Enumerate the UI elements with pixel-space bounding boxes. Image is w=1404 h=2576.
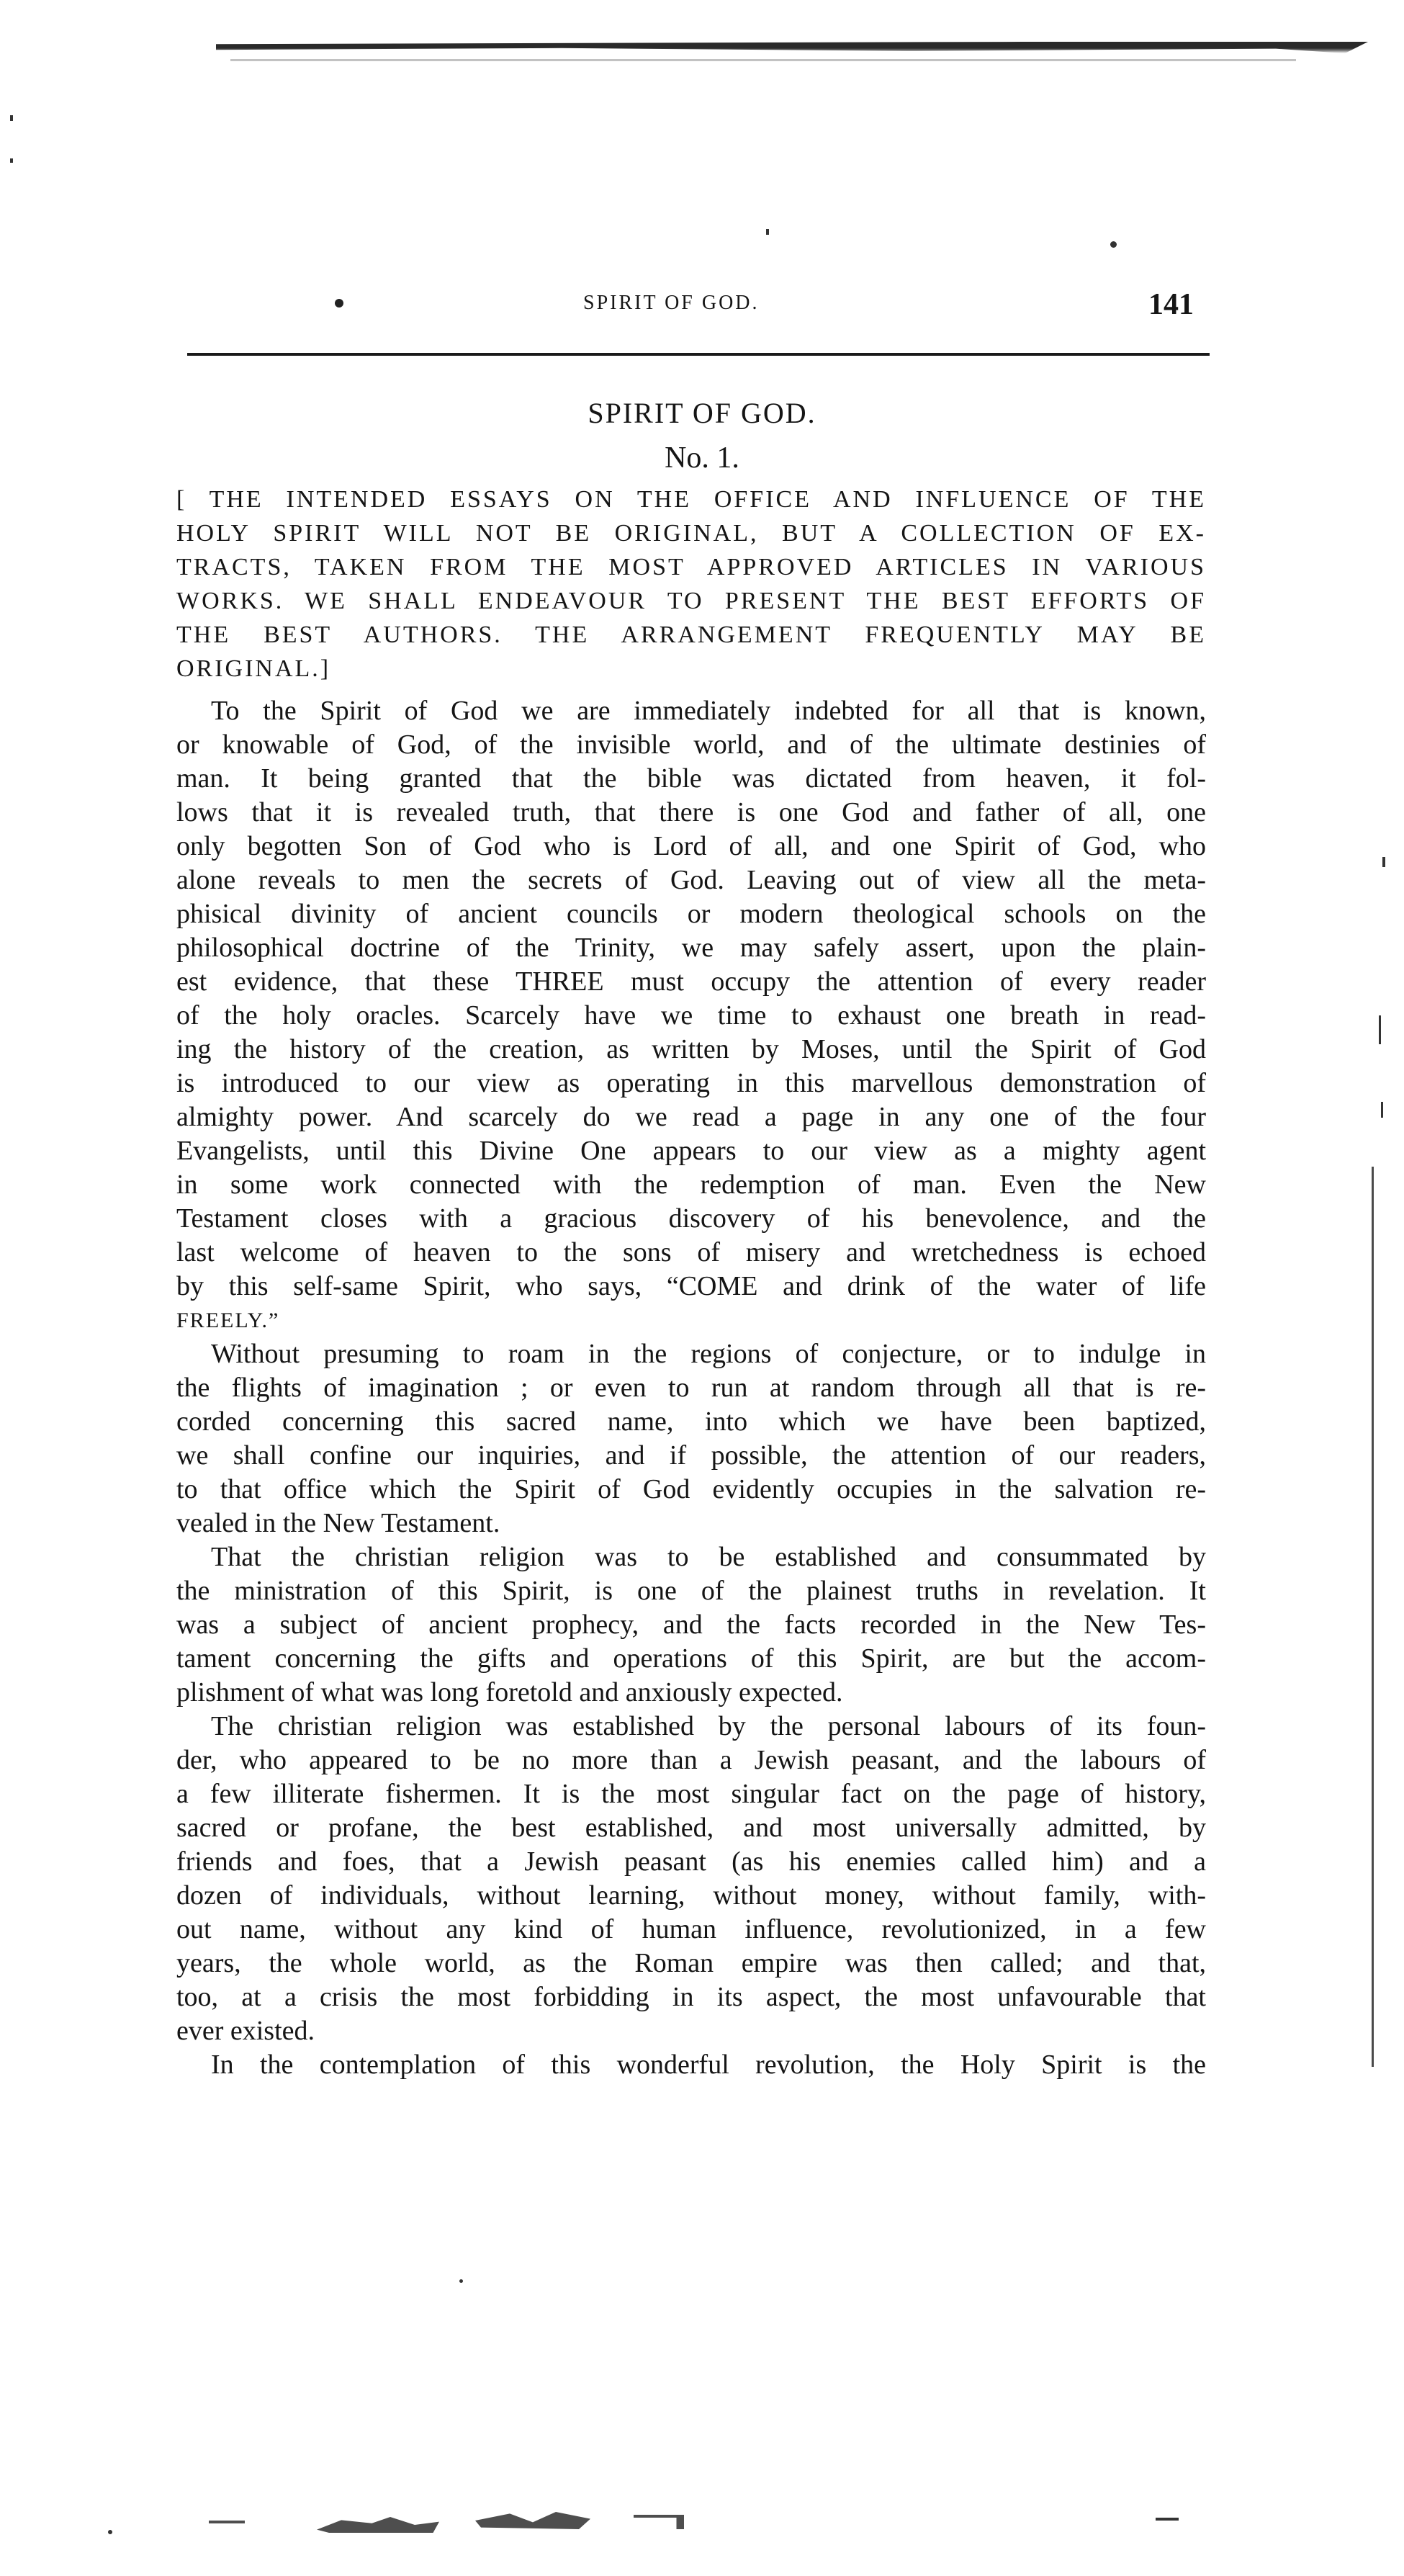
text-line: plishment of what was long foretold and anxiously expected.	[176, 1677, 843, 1707]
text-line: only begotten Son of God who is Lord of all, and one Spirit of God, who	[176, 831, 1206, 861]
text-line: phisical divinity of ancient councils or modern theological schools on the	[176, 899, 1206, 929]
text-line: der, who appeared to be no more than a Jewish peasant, and the labours of	[176, 1745, 1206, 1775]
text-line: tament concerning the gifts and operations of this Spirit, are but the accom-	[176, 1643, 1206, 1674]
running-head: SPIRIT OF GOD.	[583, 292, 760, 314]
margin-line	[1372, 1167, 1374, 2067]
bottom-ink-fragment	[475, 2512, 590, 2529]
top-border-rule	[216, 42, 1368, 53]
text-line: In the contemplation of this wonderful revolution, the Holy Spirit is the	[211, 2050, 1206, 2080]
text-line: of the holy oracles. Scarcely have we time to exhaust one breath in read-	[176, 1000, 1206, 1031]
scan-speck	[1381, 1102, 1383, 1118]
scan-speck	[1379, 1015, 1381, 1044]
article-title: SPIRIT OF GOD.	[588, 397, 816, 429]
editorial-note	[176, 483, 1206, 686]
scan-speck	[1382, 857, 1385, 867]
text-line: the ministration of this Spirit, is one of the plainest truths in revelation. It	[176, 1576, 1206, 1606]
text-line: by this self-same Spirit, who says, “COME and drink of the water of life	[176, 1271, 1206, 1301]
scan-speck	[766, 229, 769, 235]
text-line: ever existed.	[176, 2016, 315, 2046]
text-line: a few illiterate fishermen. It is the most singular fact on the page of history,	[176, 1779, 1206, 1809]
article-body	[176, 483, 1206, 2082]
scan-speck	[1156, 2518, 1179, 2521]
text-line: or knowable of God, of the invisible world, and of the ultimate destinies of	[176, 730, 1206, 760]
text-line: was a subject of ancient prophecy, and the facts recorded in the New Tes-	[176, 1610, 1206, 1640]
text-line: ing the history of the creation, as written by Moses, until the Spirit of God	[176, 1034, 1206, 1064]
text-line: WORKS. WE SHALL ENDEAVOUR TO PRESENT THE BEST EFFORTS OF	[176, 588, 1206, 614]
text-line: TRACTS, TAKEN FROM THE MOST APPROVED ARTICLES IN VARIOUS	[176, 554, 1206, 580]
scan-speck	[1110, 241, 1117, 248]
text-line: Evangelists, until this Divine One appears to our view as a mighty agent	[176, 1136, 1206, 1166]
text-line: the flights of imagination ; or even to run at random through all that is re-	[176, 1373, 1206, 1403]
text-line: is introduced to our view as operating in this marvellous demonstration of	[176, 1068, 1206, 1098]
text-line: sacred or profane, the best established, and most universally admitted, by	[176, 1813, 1206, 1843]
article-number: No. 1.	[665, 441, 739, 475]
text-line: ORIGINAL.]	[176, 655, 331, 682]
bottom-ink-fragment	[317, 2517, 439, 2533]
text-line: last welcome of heaven to the sons of misery and wretchedness is echoed	[176, 1237, 1206, 1267]
top-border-rule-faint	[230, 59, 1296, 61]
paragraph-2	[176, 1337, 1206, 1540]
scan-speck	[10, 158, 13, 163]
text-line: in some work connected with the redemption of man. Even the New	[176, 1170, 1206, 1200]
text-line: almighty power. And scarcely do we read a page in any one of the four	[176, 1102, 1206, 1132]
scan-speck	[108, 2530, 112, 2534]
header-rule	[187, 353, 1210, 356]
text-line: THE BEST AUTHORS. THE ARRANGEMENT FREQUENTLY MAY BE	[176, 621, 1206, 648]
bottom-ink-fragment	[209, 2521, 245, 2523]
text-line: alone reveals to men the secrets of God. Leaving out of view all the meta-	[176, 865, 1206, 895]
text-line: The christian religion was established by the personal labours of its foun-	[211, 1711, 1206, 1741]
text-line: Without presuming to roam in the regions of conjecture, or to indulge in	[211, 1339, 1206, 1369]
text-line: That the christian religion was to be established and consummated by	[211, 1542, 1206, 1572]
text-line: HOLY SPIRIT WILL NOT BE ORIGINAL, BUT A COLLECTION OF EX-	[176, 520, 1206, 547]
scan-speck	[10, 115, 13, 121]
text-line: lows that it is revealed truth, that there is one God and father of all, one	[176, 797, 1206, 827]
header-bullet	[335, 299, 343, 308]
paragraph-4	[176, 1710, 1206, 2048]
text-line: dozen of individuals, without learning, without money, without family, with-	[176, 1880, 1206, 1911]
text-line: philosophical doctrine of the Trinity, we may safely assert, upon the plain-	[176, 933, 1206, 963]
text-line: est evidence, that these THREE must occupy the attention of every reader	[176, 966, 1206, 997]
page-number: 141	[1148, 288, 1194, 321]
text-line: Testament closes with a gracious discovery of his benevolence, and the	[176, 1203, 1206, 1234]
text-line: years, the whole world, as the Roman empire was then called; and that,	[176, 1948, 1206, 1978]
text-line: [ THE INTENDED ESSAYS ON THE OFFICE AND INFLUENCE OF THE	[176, 486, 1206, 513]
text-line: too, at a crisis the most forbidding in its aspect, the most unfavourable that	[176, 1982, 1206, 2012]
paragraph-5	[176, 2048, 1206, 2082]
paragraph-3	[176, 1540, 1206, 1710]
bottom-ink-fragment	[634, 2515, 684, 2529]
text-line: man. It being granted that the bible was dictated from heaven, it fol-	[176, 763, 1206, 794]
text-line: we shall confine our inquiries, and if possible, the attention of our readers,	[176, 1440, 1206, 1471]
text-line: out name, without any kind of human influence, revolutionized, in a few	[176, 1914, 1206, 1944]
text-line: To the Spirit of God we are immediately indebted for all that is known,	[211, 696, 1206, 726]
text-line: FREELY.”	[176, 1309, 280, 1332]
text-line: corded concerning this sacred name, into which we have been baptized,	[176, 1406, 1206, 1437]
scan-speck	[459, 2279, 463, 2283]
text-line: vealed in the New Testament.	[176, 1508, 500, 1538]
text-line: friends and foes, that a Jewish peasant (as his enemies called him) and a	[176, 1846, 1206, 1877]
page-header	[187, 288, 1210, 335]
text-line: to that office which the Spirit of God evidently occupies in the salvation re-	[176, 1474, 1206, 1504]
paragraph-1	[176, 694, 1206, 1337]
